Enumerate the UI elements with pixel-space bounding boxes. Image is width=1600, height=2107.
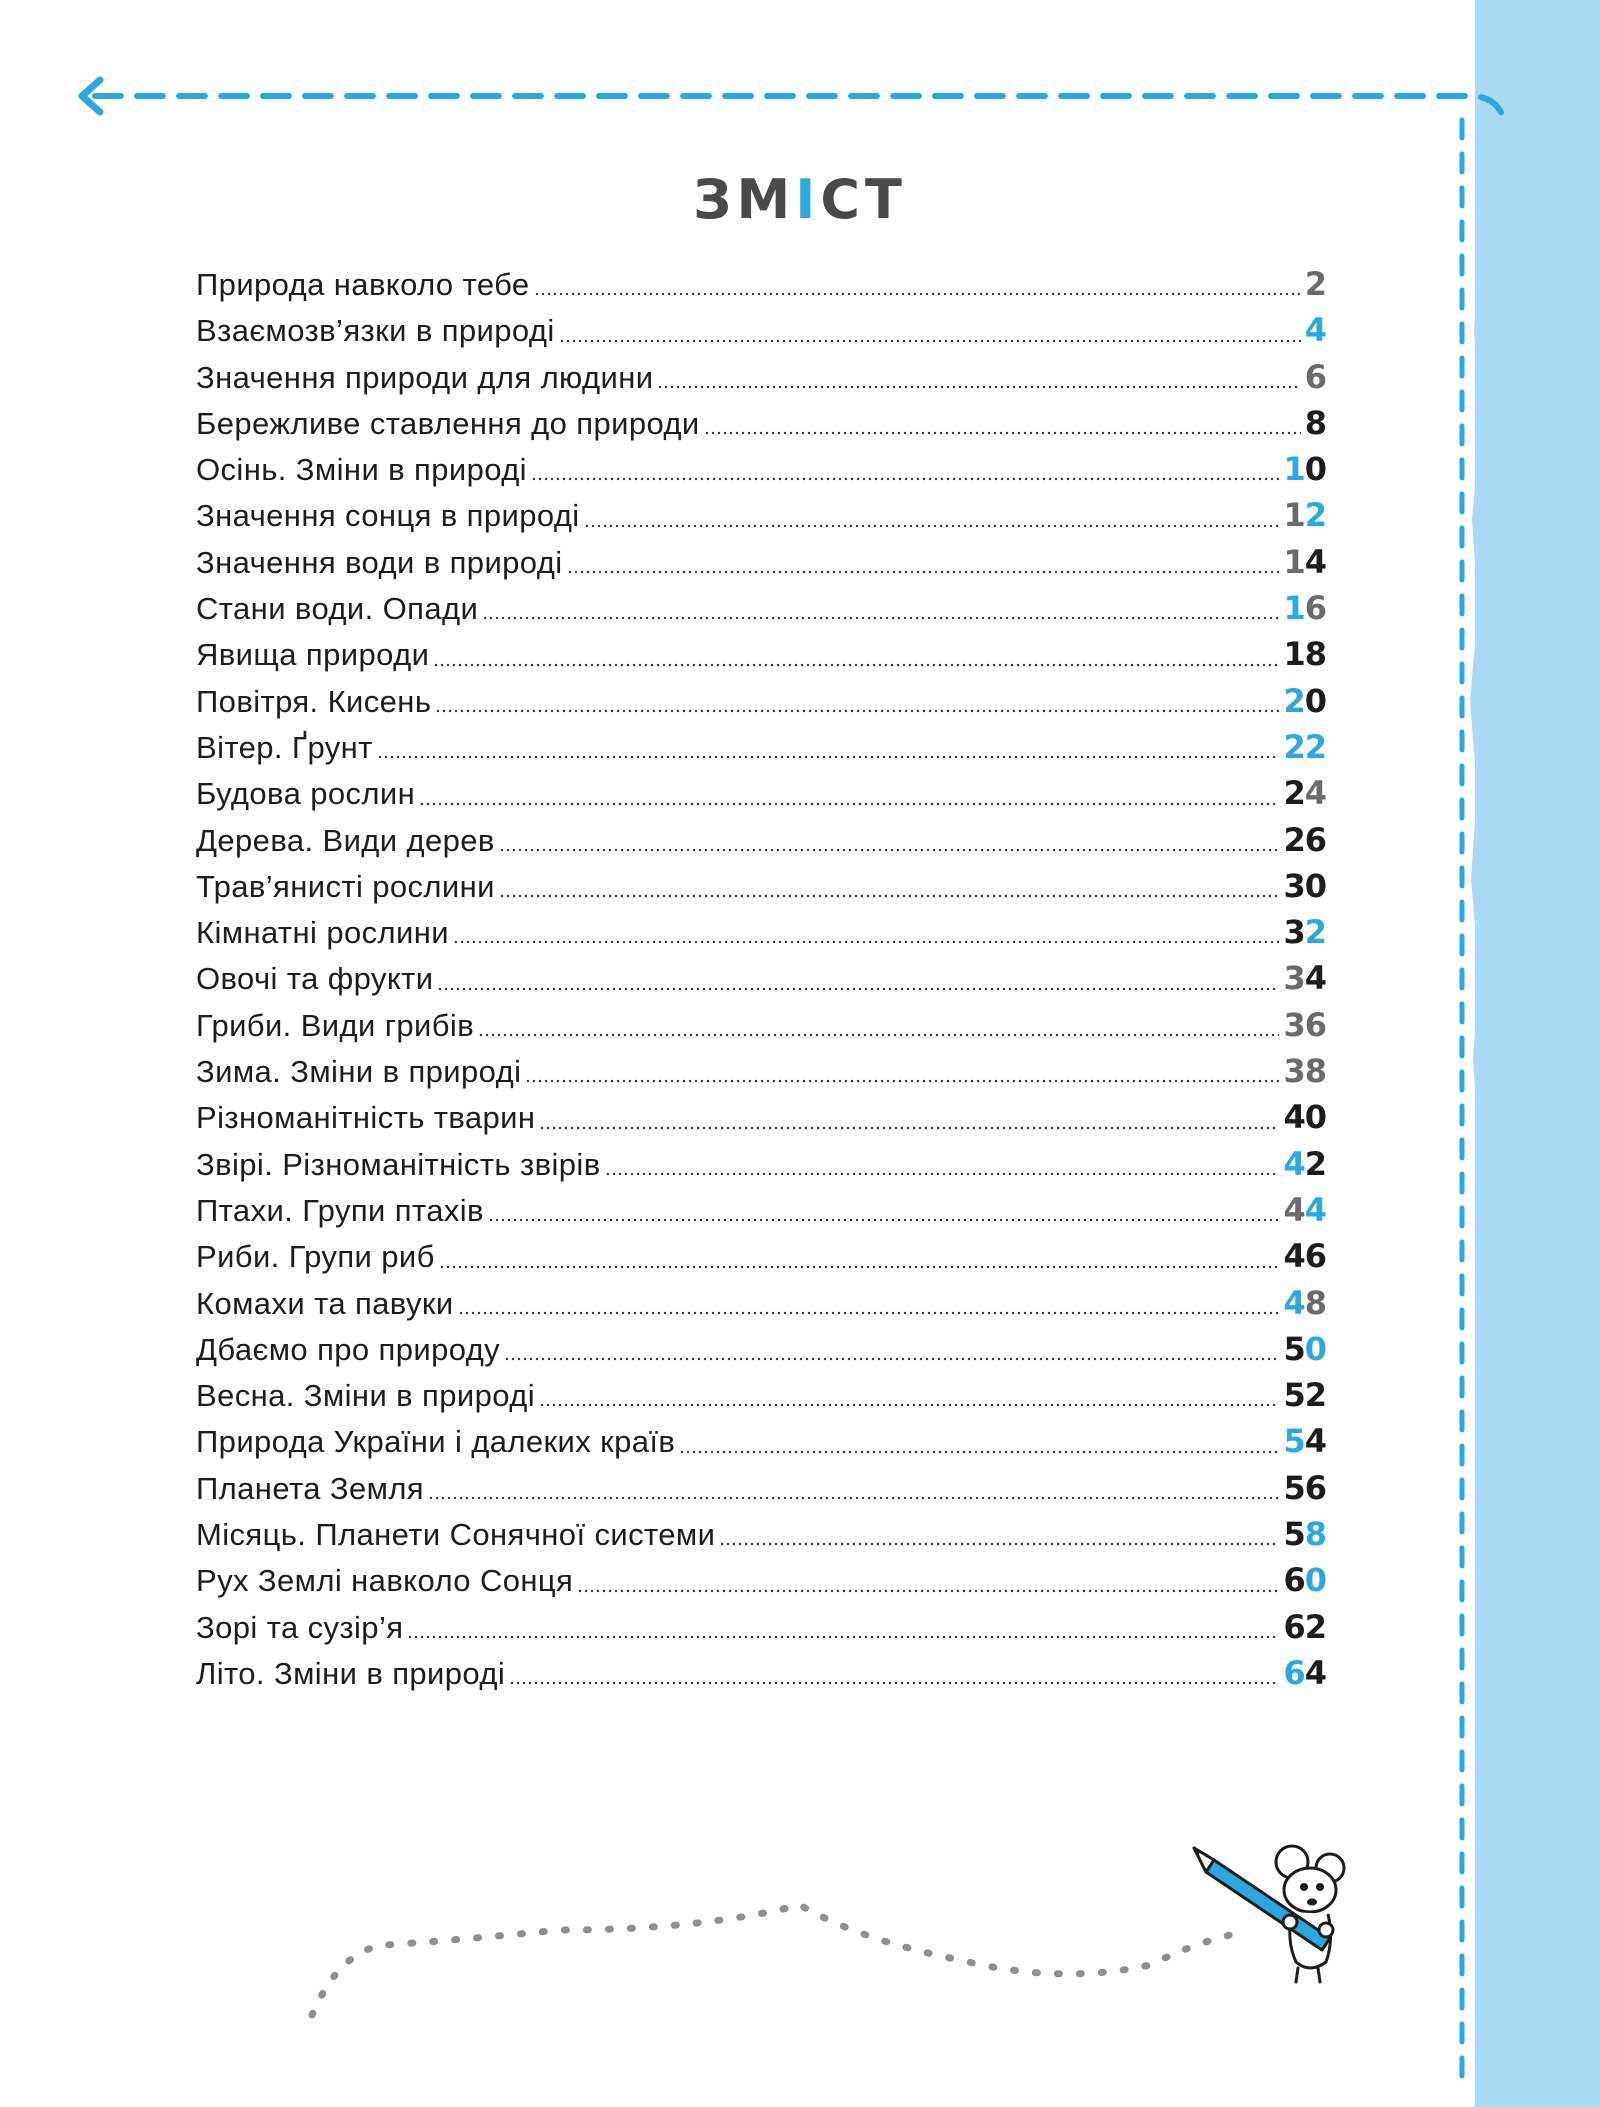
toc-entry-title: Значення природи для людини (196, 359, 654, 395)
page-digit: 2 (1304, 496, 1326, 535)
toc-entry-title: Природа навколо тебе (196, 267, 530, 302)
toc-entry-title: Овочі та фрукти (196, 961, 434, 997)
page-digit: 0 (1304, 450, 1326, 489)
toc-page-number (1283, 770, 1326, 816)
toc-entry-title: Природа України і далеких країв (196, 1424, 676, 1460)
page-digit: 4 (1283, 1190, 1305, 1229)
toc-row[interactable] (196, 863, 1326, 909)
toc-entry-title: Кімнатні рослини (196, 915, 449, 951)
page-title: ЗМІСТ (693, 168, 907, 231)
toc-page-number (1283, 1557, 1326, 1603)
toc-row[interactable] (196, 1650, 1326, 1696)
toc-entry-title: Значення сонця в природі (196, 498, 580, 534)
toc-page-number (1283, 1418, 1326, 1464)
toc-dot-leader (482, 616, 1279, 620)
page-digit: 52 (1283, 1376, 1326, 1415)
dotted-trail (312, 1905, 1230, 2015)
toc-row[interactable] (196, 1280, 1326, 1326)
toc-dot-leader (488, 1218, 1280, 1222)
toc-page-number (1283, 1002, 1326, 1048)
page-digit: 8 (1304, 1283, 1326, 1322)
toc-page-number (1283, 631, 1326, 677)
page-digit: 18 (1283, 635, 1326, 674)
toc-row[interactable] (196, 1048, 1326, 1094)
toc-dot-leader (435, 709, 1279, 713)
page-digit: 4 (1304, 1422, 1326, 1461)
page-digit: 2 (1304, 265, 1326, 303)
toc-dot-leader (428, 1496, 1279, 1500)
toc-row[interactable] (196, 261, 1326, 307)
toc-entry-title: Трав’янисті рослини (196, 868, 495, 904)
page-digit: 38 (1283, 1052, 1326, 1091)
toc-entry-title: Місяць. Планети Сонячної системи (196, 1517, 716, 1553)
page-digit: 5 (1283, 1329, 1305, 1368)
toc-entry-title: Бережливе ставлення до природи (196, 405, 700, 441)
toc-row[interactable] (196, 585, 1326, 631)
dashed-top-line (95, 96, 1505, 125)
toc-dot-leader (504, 1357, 1279, 1361)
toc-dot-leader (453, 940, 1279, 944)
toc-row[interactable] (196, 354, 1326, 400)
toc-page-number (1283, 817, 1326, 863)
toc-dot-leader (419, 802, 1279, 806)
toc-entry-title: Комахи та павуки (196, 1285, 454, 1321)
page-digit: 4 (1283, 1283, 1305, 1322)
toc-dot-leader (509, 1681, 1279, 1685)
toc-entry-title: Гриби. Види грибів (196, 1007, 475, 1043)
toc-page-number (1283, 863, 1326, 909)
toc-dot-leader (437, 987, 1279, 991)
toc-dot-leader (534, 292, 1301, 296)
side-strip-torn-edge (1430, 0, 1490, 2107)
toc-entry-title: Дбаємо про природу (196, 1331, 501, 1367)
toc-entry-title: Взаємозв’язки в природі (196, 313, 555, 349)
toc-page-number (1283, 909, 1326, 955)
toc-entry-title: Птахи. Групи птахів (196, 1192, 484, 1228)
toc-row[interactable] (196, 724, 1326, 770)
toc-row[interactable] (196, 1372, 1326, 1418)
toc-dot-leader (559, 339, 1301, 343)
toc-page-number (1283, 446, 1326, 492)
toc-page-number (1283, 585, 1326, 631)
toc-dot-leader (525, 1079, 1279, 1083)
toc-row[interactable] (196, 1187, 1326, 1233)
page-digit: 30 (1283, 866, 1326, 905)
toc-page-number (1283, 955, 1326, 1001)
toc-page-number (1283, 1372, 1326, 1418)
toc-row[interactable] (196, 909, 1326, 955)
page-digit: 2 (1283, 774, 1305, 813)
toc-row[interactable] (196, 1604, 1326, 1650)
toc-page-number (1283, 1094, 1326, 1140)
page-digit: 4 (1304, 959, 1326, 998)
toc-page-number (1305, 307, 1326, 353)
toc-row[interactable] (196, 1141, 1326, 1187)
toc-dot-leader (539, 1126, 1279, 1130)
toc-page-number (1283, 1511, 1326, 1557)
toc-row[interactable] (196, 678, 1326, 724)
toc-page-number (1283, 1048, 1326, 1094)
toc-row[interactable] (196, 1511, 1326, 1557)
page-digit: 4 (1304, 311, 1326, 350)
toc-row[interactable] (196, 446, 1326, 492)
page-digit: 56 (1283, 1468, 1326, 1507)
toc-dot-leader (567, 570, 1280, 574)
toc-page-number (1305, 354, 1326, 400)
toc-page-number (1283, 539, 1326, 585)
toc-entry-title: Риби. Групи риб (196, 1239, 435, 1275)
toc-row[interactable] (196, 770, 1326, 816)
page-title-accent-letter: І (795, 168, 821, 231)
toc-page-number (1305, 400, 1326, 446)
toc-page-number (1283, 1326, 1326, 1372)
toc-row[interactable] (196, 1233, 1326, 1279)
toc-dot-leader (458, 1311, 1280, 1315)
toc-row[interactable] (196, 492, 1326, 538)
toc-entry-title: Зима. Зміни в природі (196, 1054, 522, 1090)
toc-page-number (1283, 1280, 1326, 1326)
toc-row[interactable] (196, 955, 1326, 1001)
toc-dot-leader (377, 755, 1280, 759)
toc-dot-leader (539, 1403, 1279, 1407)
toc-entry-title: Різноманітність тварин (196, 1100, 536, 1136)
side-strip (1475, 0, 1600, 2107)
toc-page-number (1283, 1604, 1326, 1650)
toc-page-number (1283, 1141, 1326, 1187)
toc-entry-title: Явища природи (196, 637, 430, 673)
page-digit: 36 (1283, 1005, 1326, 1044)
toc-dot-leader (679, 1450, 1279, 1454)
page-digit: 8 (1304, 403, 1326, 442)
toc-page-number (1283, 492, 1326, 538)
page-digit: 1 (1283, 589, 1305, 628)
page-digit: 3 (1283, 959, 1305, 998)
page-digit: 0 (1304, 1561, 1326, 1600)
toc-entry-title: Повітря. Кисень (196, 683, 432, 719)
page-digit: 4 (1304, 542, 1326, 581)
page-digit: 3 (1283, 913, 1305, 952)
toc-row[interactable] (196, 1557, 1326, 1603)
page-digit: 2 (1304, 1144, 1326, 1183)
toc-row[interactable] (196, 1002, 1326, 1048)
page-digit: 4 (1304, 1190, 1326, 1229)
toc-row[interactable] (196, 631, 1326, 677)
toc-dot-leader (657, 385, 1300, 389)
toc-page-number (1283, 678, 1326, 724)
toc-page-number (1305, 261, 1326, 307)
toc-dot-leader (531, 477, 1279, 481)
table-of-contents (196, 261, 1326, 1696)
toc-page-number (1283, 1465, 1326, 1511)
toc-dot-leader (433, 663, 1279, 667)
page-digit: 46 (1283, 1237, 1326, 1276)
toc-entry-title: Осінь. Зміни в природі (196, 452, 527, 488)
toc-row[interactable] (196, 1418, 1326, 1464)
toc-page-number (1283, 1233, 1326, 1279)
page-digit: 6 (1283, 1561, 1305, 1600)
toc-page-number (1283, 1187, 1326, 1233)
page-digit: 62 (1283, 1607, 1326, 1646)
toc-row[interactable] (196, 307, 1326, 353)
page-digit: 2 (1304, 913, 1326, 952)
toc-entry-title: Планета Земля (196, 1470, 424, 1506)
page-digit: 22 (1283, 727, 1326, 766)
toc-entry-title: Дерева. Види дерев (196, 822, 495, 858)
toc-entry-title: Будова рослин (196, 776, 416, 812)
toc-dot-leader (719, 1542, 1279, 1546)
toc-page-number (1283, 1650, 1326, 1696)
page-digit: 26 (1283, 820, 1326, 859)
toc-dot-leader (605, 1172, 1280, 1176)
toc-row[interactable] (196, 817, 1326, 863)
toc-entry-title: Весна. Зміни в природі (196, 1378, 535, 1414)
toc-row[interactable] (196, 1094, 1326, 1140)
page-digit: 1 (1283, 542, 1305, 581)
page-digit: 6 (1283, 1653, 1305, 1692)
toc-entry-title: Літо. Зміни в природі (196, 1655, 506, 1691)
toc-entry-title: Значення води в природі (196, 544, 563, 580)
toc-dot-leader (499, 894, 1280, 898)
toc-entry-title: Стани води. Опади (196, 591, 479, 627)
toc-dot-leader (584, 524, 1280, 528)
page-digit: 4 (1304, 1653, 1326, 1692)
page-digit: 0 (1304, 681, 1326, 720)
toc-entry-title: Зорі та сузір’я (196, 1609, 404, 1645)
toc-row[interactable] (196, 1465, 1326, 1511)
page-digit: 0 (1304, 1329, 1326, 1368)
page-digit: 6 (1304, 589, 1326, 628)
page-digit: 6 (1304, 357, 1326, 396)
page-digit: 2 (1283, 681, 1305, 720)
toc-dot-leader (407, 1635, 1279, 1639)
page-digit: 1 (1283, 450, 1305, 489)
page-digit: 40 (1283, 1098, 1326, 1137)
toc-dot-leader (704, 431, 1301, 435)
toc-page-number (1283, 724, 1326, 770)
toc-dot-leader (478, 1033, 1279, 1037)
toc-dot-leader (499, 848, 1280, 852)
toc-dot-leader (439, 1265, 1280, 1269)
toc-row[interactable] (196, 1326, 1326, 1372)
toc-entry-title: Рух Землі навколо Сонця (196, 1563, 574, 1599)
toc-row[interactable] (196, 400, 1326, 446)
toc-row[interactable] (196, 539, 1326, 585)
page-digit: 4 (1283, 1144, 1305, 1183)
page-digit: 5 (1283, 1515, 1305, 1554)
page-digit: 5 (1283, 1422, 1305, 1461)
mouse-with-pencil-icon (1180, 1840, 1360, 1990)
page-digit: 1 (1283, 496, 1305, 535)
page-digit: 4 (1304, 774, 1326, 813)
arrow-left-icon (82, 80, 100, 112)
page-digit: 8 (1304, 1515, 1326, 1554)
toc-entry-title: Звірі. Різноманітність звірів (196, 1146, 601, 1182)
toc-dot-leader (577, 1589, 1279, 1593)
toc-entry-title: Вітер. Ґрунт (196, 729, 373, 765)
